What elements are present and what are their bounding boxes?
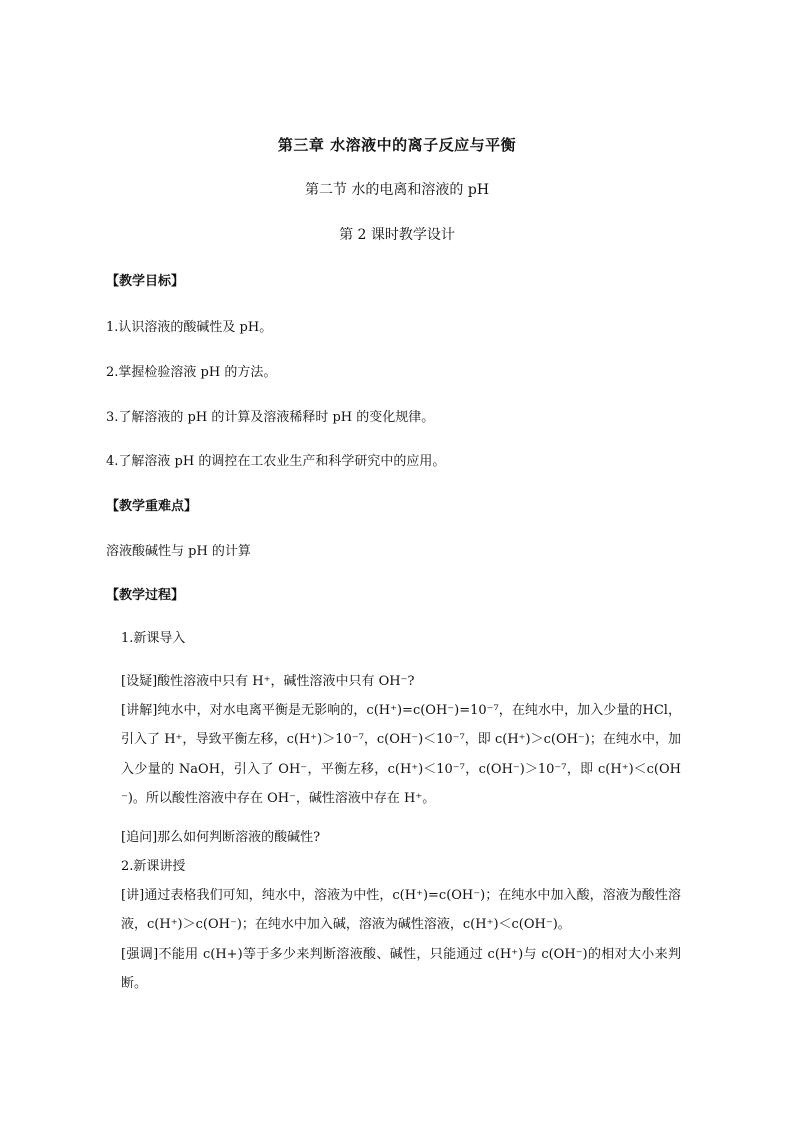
key-points-heading: 【教学重难点】 xyxy=(106,499,198,514)
step-intro: 1.新课导入 xyxy=(121,631,186,646)
objective-item-1: 1.认识溶液的酸碱性及 pH。 xyxy=(106,320,273,335)
objective-item-2: 2.掌握检验溶液 pH 的方法。 xyxy=(106,365,277,380)
objective-item-3: 3.了解溶液的 pH 的计算及溶液稀释时 pH 的变化规律。 xyxy=(106,410,435,425)
key-points-text: 溶液酸碱性与 pH 的计算 xyxy=(106,544,251,559)
objective-item-4: 4.了解溶液 pH 的调控在工农业生产和科学研究中的应用。 xyxy=(106,454,446,469)
chapter-title: 第三章 水溶液中的离子反应与平衡 xyxy=(277,136,517,154)
lecture-paragraph: [讲]通过表格我们可知，纯水中，溶液为中性，c(H⁺)=c(OH⁻)；在纯水中加入酸，溶液为酸性溶液，c(H⁺)＞c(OH⁻)；在纯水中加入碱，溶液为碱性溶液，c(H⁺)＜c(OH⁻)。 xyxy=(121,888,681,933)
lesson-title: 第 2 课时教学设计 xyxy=(339,227,455,243)
explanation-paragraph: [讲解]纯水中，对水电离平衡是无影响的，c(H⁺)=c(OH⁻)=10⁻⁷，在纯水中，加入少量的HCl，引入了 H⁺，导致平衡左移，c(H⁺)＞10⁻⁷，c(OH⁻)＜10⁻⁷，即 c(H⁺)＞c(OH⁻)；在纯水中，加入少量的 NaOH，引入了 OH⁻，平衡左移，c(H⁺)＜10⁻⁷，c(OH⁻)＞10⁻⁷，即 c(H⁺)＜c(OH⁻)。所以酸性溶液中存在 OH⁻，碱性溶液中存在 H⁺。 xyxy=(121,703,681,806)
process-heading: 【教学过程】 xyxy=(106,588,185,603)
followup-question: [追问]那么如何判断溶液的酸碱性? xyxy=(121,830,321,845)
emphasis-paragraph: [强调]不能用 c(H+)等于多少来判断溶液酸、碱性，只能通过 c(H⁺)与 c(OH⁻)的相对大小来判断。 xyxy=(121,947,681,992)
section-title: 第二节 水的电离和溶液的 pH xyxy=(304,182,490,198)
question-paragraph: [设疑]酸性溶液中只有 H⁺，碱性溶液中只有 OH⁻? xyxy=(121,674,415,689)
objectives-heading: 【教学目标】 xyxy=(106,274,185,289)
step-lecture: 2.新课讲授 xyxy=(121,859,186,874)
